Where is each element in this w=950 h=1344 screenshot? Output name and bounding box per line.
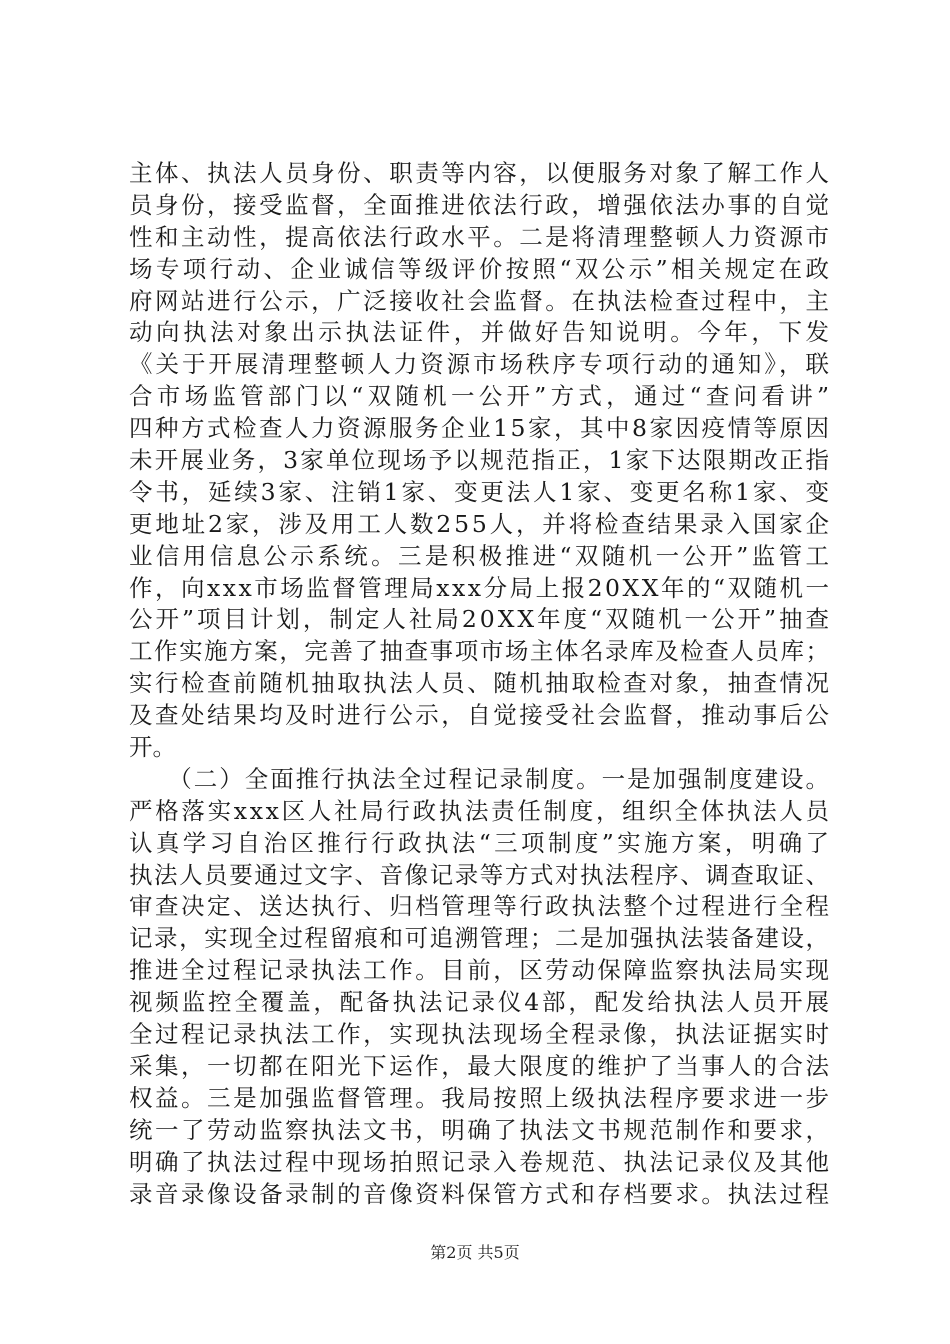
text-line: 审查决定、送达执行、归档管理等行政执法整个过程进行全程 (129, 892, 832, 921)
text-line: 作，向xxx市场监督管理局xxx分局上报20XX年的“双随机一 (129, 573, 832, 602)
text-line: 权益。三是加强监督管理。我局按照上级执法程序要求进一步 (129, 1083, 832, 1112)
text-line: 推进全过程记录执法工作。目前，区劳动保障监察执法局实现 (129, 956, 832, 985)
text-line: 性和主动性，提高依法行政水平。二是将清理整顿人力资源市 (129, 222, 832, 251)
text-line: 实行检查前随机抽取执法人员、随机抽取检查对象，抽查情况 (129, 669, 832, 698)
text-line: 全过程记录执法工作，实现执法现场全程录像，执法证据实时 (129, 1020, 832, 1049)
text-line: 《关于开展清理整顿人力资源市场秩序专项行动的通知》，联 (129, 350, 832, 379)
text-line: 认真学习自治区推行行政执法“三项制度”实施方案，明确了 (129, 828, 833, 857)
text-line: 开。 (129, 733, 176, 762)
text-line: 工作实施方案，完善了抽查事项市场主体名录库及检查人员库； (129, 637, 831, 666)
text-line: 更地址2家，涉及用工人数255人，并将检查结果录入国家企 (129, 509, 832, 538)
text-line: 合市场监管部门以“双随机一公开”方式，通过“查问看讲” (129, 382, 834, 411)
text-line: 统一了劳动监察执法文书，明确了执法文书规范制作和要求， (129, 1115, 832, 1144)
text-line: 业信用信息公示系统。三是积极推进“双随机一公开”监管工 (129, 541, 833, 570)
text-line: 视频监控全覆盖，配备执法记录仪4部，配发给执法人员开展 (129, 988, 832, 1017)
text-line: 四种方式检查人力资源服务企业15家，其中8家因疫情等原因 (129, 414, 832, 443)
text-line: 严格落实xxx区人社局行政执法责任制度，组织全体执法人员 (129, 796, 832, 825)
text-line: 及查处结果均及时进行公示，自觉接受社会监督，推动事后公 (129, 701, 832, 730)
text-line: 采集，一切都在阳光下运作，最大限度的维护了当事人的合法 (129, 1051, 832, 1080)
text-line: 执法人员要通过文字、音像记录等方式对执法程序、调查取证、 (129, 860, 831, 889)
text-line: 令书，延续3家、注销1家、变更法人1家、变更名称1家、变 (129, 477, 832, 506)
text-line: 未开展业务，3家单位现场予以规范指正，1家下达限期改正指 (129, 446, 832, 475)
text-line: （二）全面推行执法全过程记录制度。一是加强制度建设。 (129, 764, 831, 793)
text-line: 动向执法对象出示执法证件，并做好告知说明。今年，下发 (129, 318, 833, 347)
text-line: 公开”项目计划，制定人社局20XX年度“双随机一公开”抽查 (129, 605, 832, 634)
text-line: 员身份，接受监督，全面推进依法行政，增强依法办事的自觉 (129, 190, 832, 219)
text-line: 明确了执法过程中现场拍照记录入卷规范、执法记录仪及其他 (129, 1147, 832, 1176)
text-line: 记录，实现全过程留痕和可追溯管理；二是加强执法装备建设， (129, 924, 831, 953)
page-footer: 第2页 共5页 (430, 1243, 520, 1262)
text-line: 府网站进行公示，广泛接收社会监督。在执法检查过程中，主 (129, 286, 832, 315)
text-line: 主体、执法人员身份、职责等内容，以便服务对象了解工作人 (129, 159, 832, 187)
text-line: 录音录像设备录制的音像资料保管方式和存档要求。执法过程 (129, 1179, 832, 1208)
text-line: 场专项行动、企业诚信等级评价按照“双公示”相关规定在政 (129, 254, 833, 283)
document-body (129, 158, 834, 1210)
